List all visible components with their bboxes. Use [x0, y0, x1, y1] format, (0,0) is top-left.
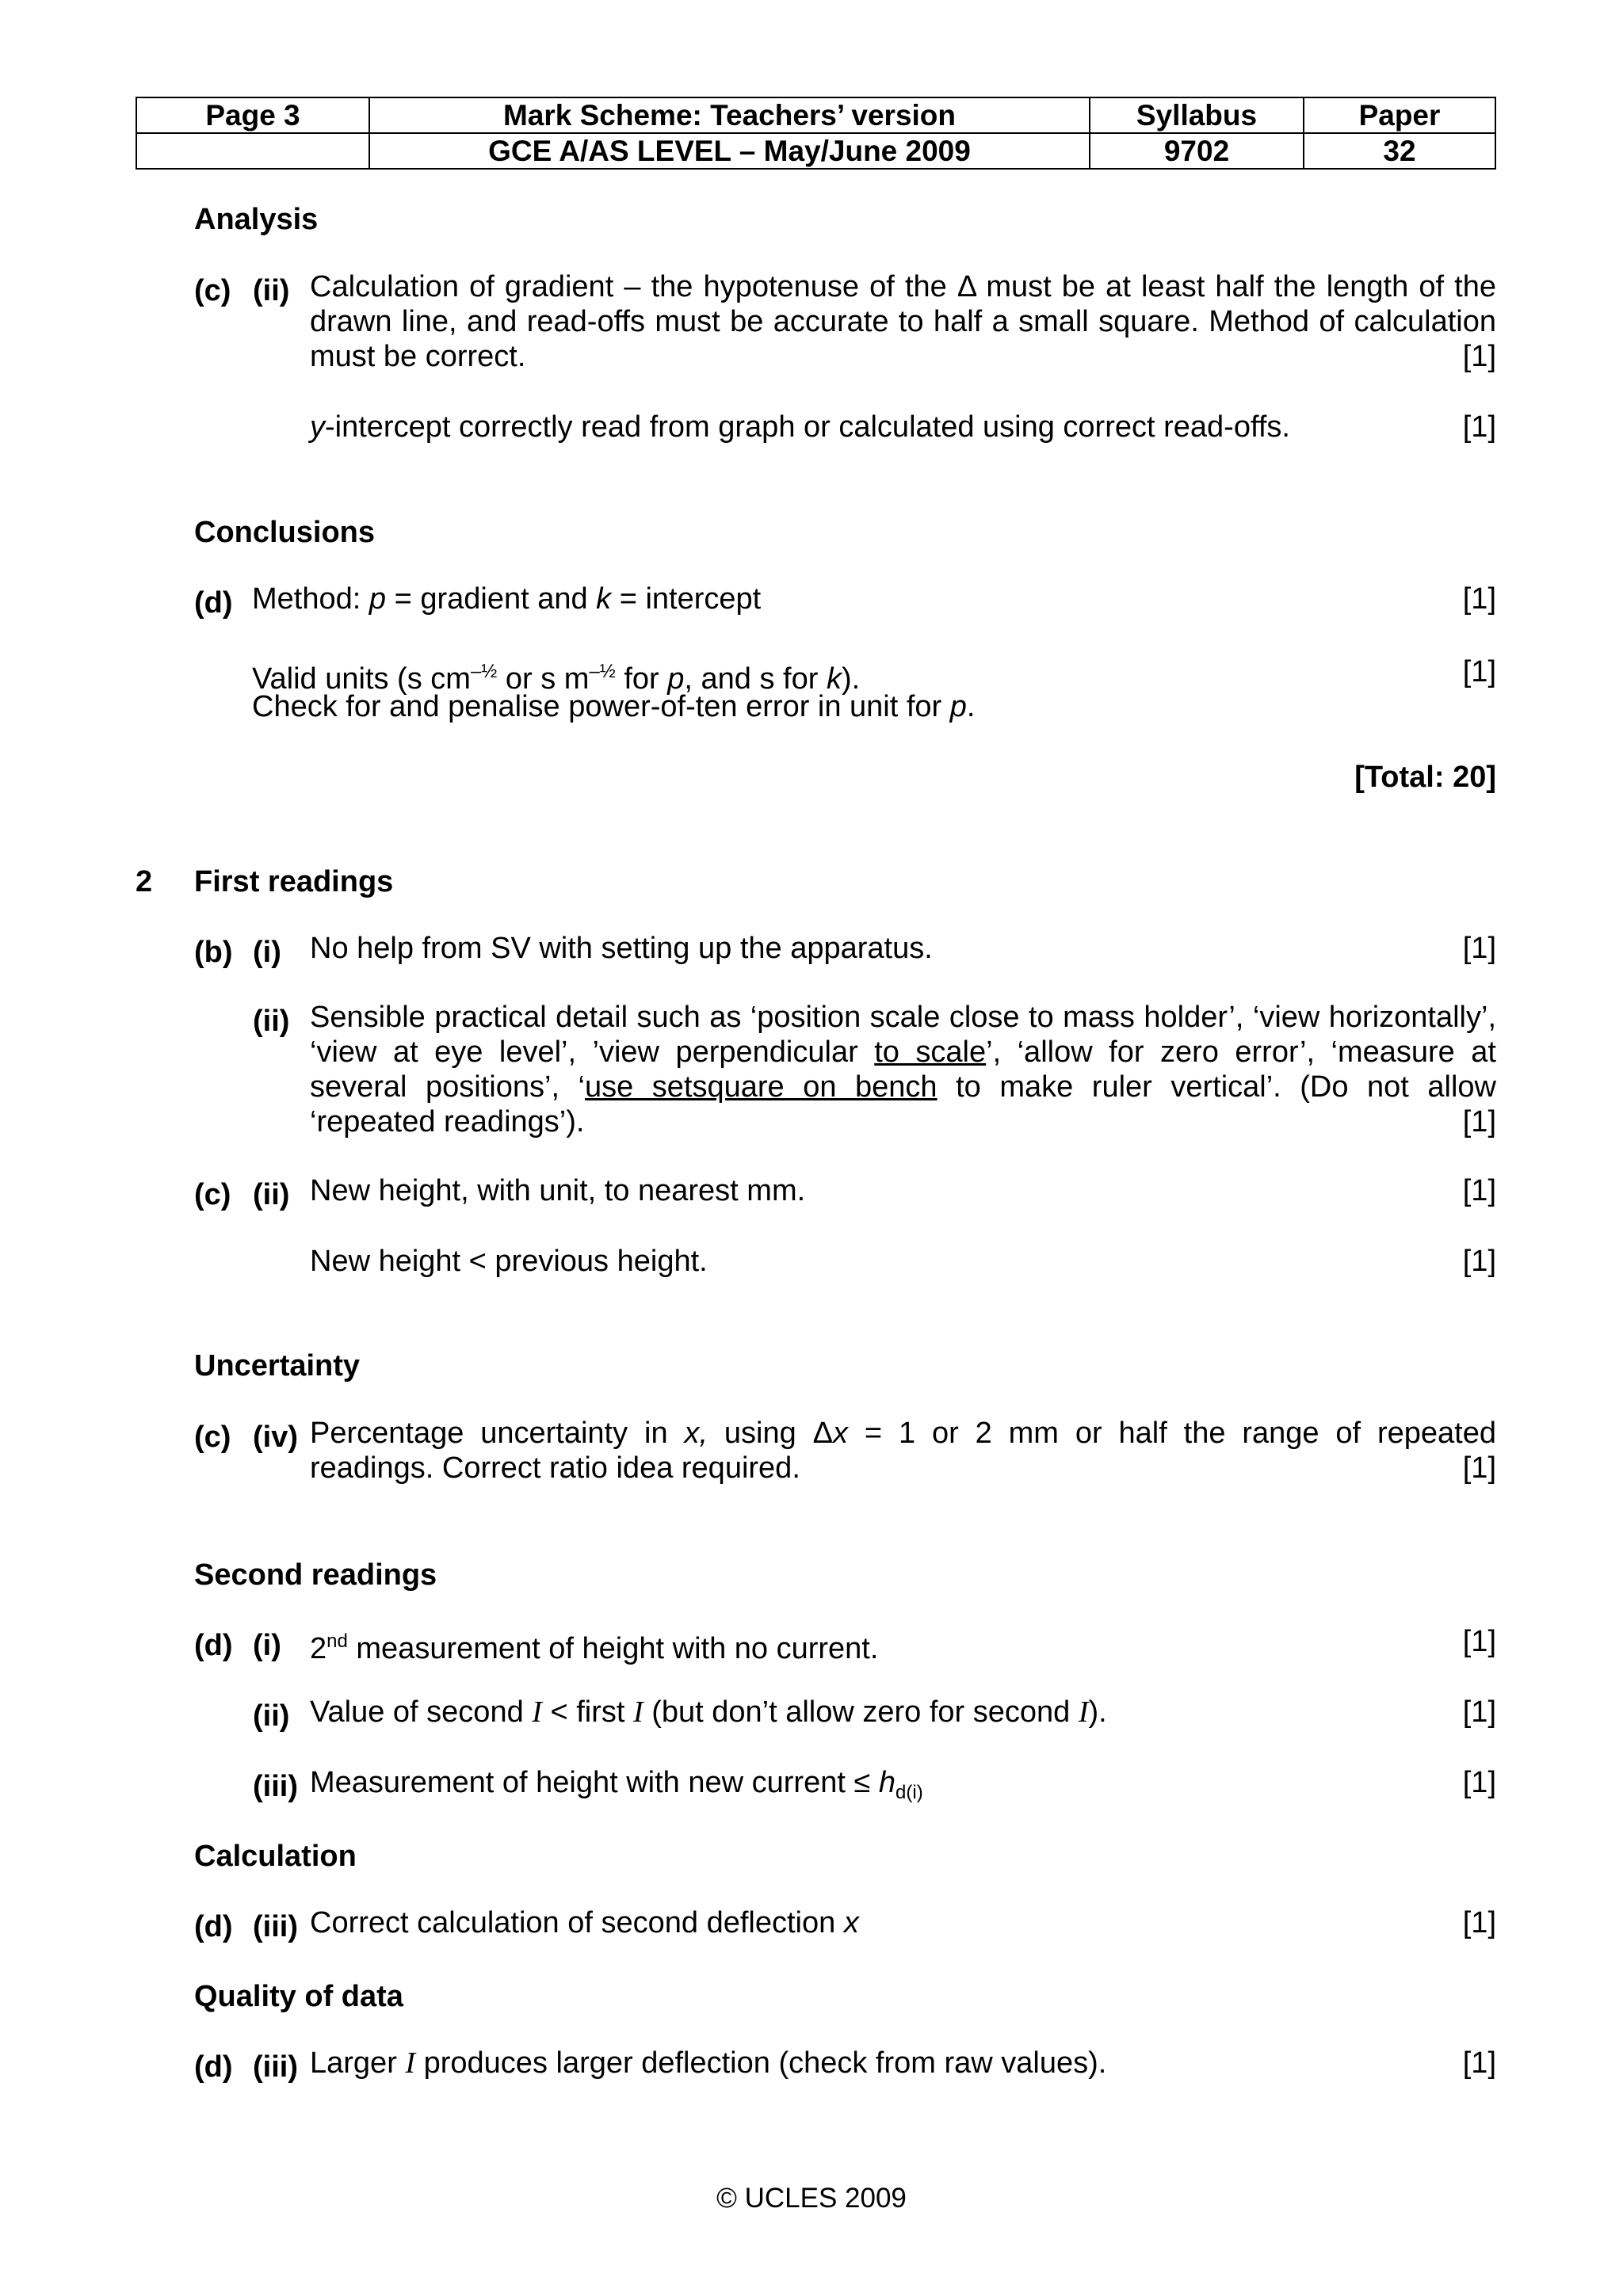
subpart-label-iii: (iii): [253, 2050, 298, 2084]
method-c: = intercept: [611, 582, 762, 616]
part-label-c: (c): [194, 1178, 231, 1211]
val-d: ).: [1088, 1695, 1107, 1729]
method-text: [252, 582, 761, 616]
mark-new-height: [1]: [1462, 1174, 1496, 1207]
gradient-line-3: must be correct.: [310, 340, 526, 373]
part-label-d: (d): [194, 1910, 233, 1943]
var-I: I: [1078, 1695, 1089, 1729]
var-I: I: [532, 1695, 542, 1729]
height-new-current-text: [310, 1765, 923, 1810]
val-c: (but don’t allow zero for second: [643, 1695, 1079, 1729]
method-b: = gradient and: [386, 582, 597, 616]
part-label-c: (c): [194, 274, 231, 307]
mark-sensible: [1]: [1462, 1105, 1496, 1138]
footer-copyright: © UCLES 2009: [716, 2183, 907, 2214]
units-exp-2: –½: [589, 661, 616, 682]
header-syllabus: 9702: [1090, 133, 1304, 169]
mark-second-measurement: [1]: [1462, 1625, 1496, 1658]
header-page: Page 3: [136, 97, 369, 133]
second-current-text: [310, 1695, 1107, 1730]
mark-quality: [1]: [1462, 2046, 1496, 2080]
mark-intercept: [1]: [1462, 410, 1496, 444]
subpart-label-iv: (iv): [253, 1421, 298, 1454]
meas-a: Measurement of height with new current ≤: [310, 1766, 879, 1799]
gradient-line-2: drawn line, and read-offs must be accurate to half a small square. Method of calculation: [310, 305, 1496, 338]
unc-1d: = 1 or 2 mm or half the range of repeated: [848, 1417, 1496, 1450]
header-exam: GCE A/AS LEVEL – May/June 2009: [369, 133, 1090, 169]
mark-second-current: [1]: [1462, 1695, 1496, 1729]
calculation-heading: Calculation: [194, 1840, 357, 1873]
uncertainty-line-1: [310, 1416, 1496, 1451]
intercept-var: y: [310, 410, 325, 444]
sensible-line-2: [310, 1035, 1496, 1070]
qual-a: Larger: [310, 2046, 406, 2080]
part-label-d: (d): [194, 2050, 233, 2084]
new-height-text: New height, with unit, to nearest mm.: [310, 1174, 806, 1207]
var-I: I: [405, 2046, 416, 2080]
mark-gradient: [1]: [1462, 340, 1496, 373]
intercept-rest: -intercept correctly read from graph or calculated using correct read-offs.: [325, 410, 1290, 444]
subpart-label-i: (i): [253, 1629, 281, 1662]
analysis-heading: Analysis: [194, 203, 319, 236]
var-x: x,: [684, 1417, 708, 1450]
units-d: , and s for: [684, 662, 827, 696]
mark-units: [1]: [1462, 655, 1496, 688]
header-table: [136, 97, 1496, 170]
calc-a: Correct calculation of second deflection: [310, 1906, 844, 1939]
new-height-less-text: New height < previous height.: [310, 1245, 708, 1278]
var-I: I: [633, 1695, 643, 1729]
subpart-label-ii: (ii): [253, 1178, 290, 1211]
units-exp-1: –½: [470, 661, 498, 682]
val-b: < first: [541, 1695, 634, 1729]
part-label-d: (d): [194, 1629, 233, 1662]
header-scheme: Mark Scheme: Teachers’ version: [369, 97, 1090, 133]
part-label-c: (c): [194, 1421, 231, 1454]
header-paper: 32: [1304, 133, 1495, 169]
no-help-text: No help from SV with setting up the apparatus.: [310, 932, 933, 965]
conclusions-heading: Conclusions: [194, 516, 376, 549]
sensible-line-4: ‘repeated readings’).: [310, 1105, 585, 1138]
var-p: p: [369, 582, 387, 616]
var-x: x: [843, 1906, 859, 1939]
val-a: Value of second: [310, 1695, 533, 1729]
subpart-label-i: (i): [253, 936, 281, 969]
sens-2a: ‘view at eye level’, ’view perpendicular: [310, 1035, 875, 1069]
check-text: [252, 689, 975, 724]
var-x-delta: x: [833, 1417, 848, 1450]
mark-method: [1]: [1462, 582, 1496, 616]
calculation-text: [310, 1905, 859, 1940]
sens-2b: ’, ‘allow for zero error’, ‘measure at: [986, 1035, 1496, 1069]
intercept-text: [310, 410, 1290, 444]
units-c: for: [615, 662, 668, 696]
m2-b: measurement of height with no current.: [347, 1632, 879, 1665]
second-measurement-text: [310, 1624, 878, 1666]
units-e: ).: [841, 662, 861, 696]
header-paper-label: Paper: [1304, 97, 1495, 133]
unc-1a: Percentage uncertainty in: [310, 1417, 685, 1450]
subpart-label-iii: (iii): [253, 1770, 298, 1803]
var-h-sub: d(i): [896, 1782, 923, 1803]
part-label-b: (b): [194, 936, 233, 969]
mark-no-help: [1]: [1462, 932, 1496, 965]
sens-2u: to scale: [874, 1035, 987, 1069]
units-b: or s m: [497, 662, 590, 696]
var-p: p: [949, 690, 967, 723]
subpart-label-ii: (ii): [253, 1699, 290, 1733]
unc-1b: using Δ: [708, 1417, 833, 1450]
sens-3u: use setsquare on bench: [585, 1070, 938, 1104]
header-empty-cell: [136, 133, 369, 169]
check-b: .: [966, 690, 976, 723]
mark-height-new-current: [1]: [1462, 1766, 1496, 1799]
second-readings-heading: Second readings: [194, 1558, 437, 1592]
first-readings-heading: First readings: [194, 865, 394, 898]
sens-3a: several positions’, ‘: [310, 1070, 585, 1104]
var-k: k: [596, 582, 612, 616]
quality-text: [310, 2046, 1106, 2081]
var-k: k: [826, 662, 842, 696]
mark-uncertainty: [1]: [1462, 1451, 1496, 1485]
subpart-label-ii: (ii): [253, 1005, 290, 1038]
subpart-label-iii: (iii): [253, 1910, 298, 1943]
gradient-line-1: Calculation of gradient – the hypotenuse of the Δ must be at least half the length of the: [310, 270, 1496, 303]
question-number-2: 2: [136, 865, 153, 898]
units-a: Valid units (s cm: [252, 662, 471, 696]
subpart-label-ii: (ii): [253, 274, 290, 307]
m2-sup: nd: [327, 1630, 348, 1652]
total-marks: [Total: 20]: [1354, 761, 1496, 794]
m2-a: 2: [310, 1632, 327, 1665]
method-a: Method:: [252, 582, 369, 616]
uncertainty-line-2: readings. Correct ratio idea required.: [310, 1451, 800, 1485]
quality-heading: Quality of data: [194, 1980, 403, 2013]
check-a: Check for and penalise power-of-ten error in unit for: [252, 690, 950, 723]
var-p: p: [667, 662, 685, 696]
qual-b: produces larger deflection (check from raw values).: [415, 2046, 1107, 2080]
var-h: h: [878, 1766, 896, 1799]
part-label-d: (d): [194, 586, 233, 620]
mark-new-less: [1]: [1462, 1245, 1496, 1278]
mark-calculation: [1]: [1462, 1906, 1496, 1939]
sensible-line-3: [310, 1070, 1496, 1104]
sens-3b: to make ruler vertical’. (Do not allow: [937, 1070, 1496, 1104]
header-syllabus-label: Syllabus: [1090, 97, 1304, 133]
sensible-line-1: Sensible practical detail such as ‘position scale close to mass holder’, ‘view horizontally’,: [310, 1001, 1496, 1034]
uncertainty-heading: Uncertainty: [194, 1349, 361, 1383]
